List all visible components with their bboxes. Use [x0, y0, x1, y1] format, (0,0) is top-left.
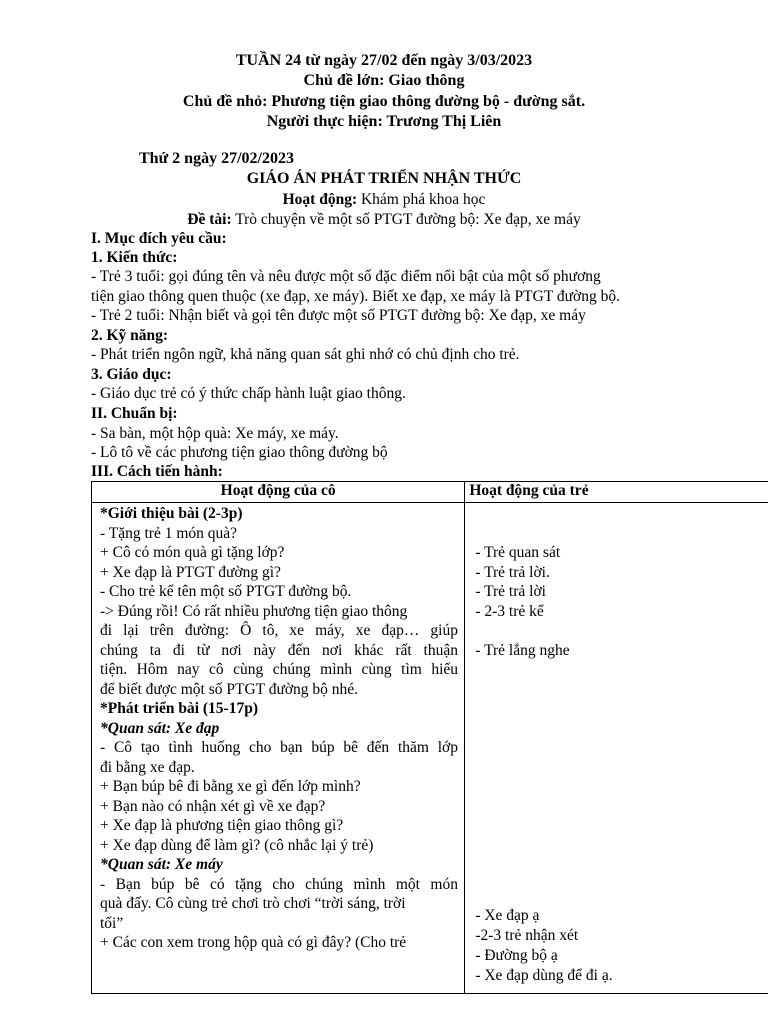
preparation-line-1: - Sa bàn, một hộp quà: Xe máy, xe máy. — [91, 425, 339, 442]
child-activities-cell — [465, 503, 768, 994]
table-header-teacher-label: Hoạt động của cô — [220, 482, 336, 499]
teacher-line: - Cho trẻ kể tên một số PTGT đường bộ. — [100, 583, 352, 600]
teacher-line: + Xe đạp dùng để làm gì? (cô nhắc lại ý trẻ) — [100, 837, 374, 854]
teacher-line: tiện. Hôm nay cô cùng chúng mình cùng tìm hiểu — [100, 661, 458, 678]
teacher-line: + Bạn nào có nhận xét gì về xe đạp? — [100, 798, 326, 815]
preparation-line-2: - Lô tô về các phương tiện giao thông đường bộ — [91, 444, 388, 461]
topic-label: Đề tài: — [187, 211, 232, 228]
knowledge-line-3: - Trẻ 2 tuổi: Nhận biết và gọi tên được một số PTGT đường bộ: Xe đạp, xe máy — [91, 307, 586, 324]
week-title: TUẦN 24 từ ngày 27/02 đến ngày 3/03/2023 — [235, 52, 533, 69]
activity-label: Hoạt động: — [282, 191, 358, 208]
teacher-line: + Bạn búp bê đi bằng xe gì đến lớp mình? — [100, 778, 361, 795]
teacher-line: để biết được một số PTGT đường bộ nhé. — [100, 681, 359, 698]
teacher-line: + Các con xem trong hộp quà có gì đây? (Cho trẻ — [100, 934, 407, 951]
knowledge-line-2: tiện giao thông quen thuộc (xe đạp, xe máy). Biết xe đạp, xe máy là PTGT đường bộ. — [91, 288, 620, 305]
child-line: - 2-3 trẻ kể — [475, 603, 544, 620]
knowledge-line-1: - Trẻ 3 tuổi: gọi đúng tên và nêu được một số đặc điểm nổi bật của một số phương — [91, 268, 601, 285]
plan-title: GIÁO ÁN PHÁT TRIỂN NHẬN THỨC — [246, 170, 522, 187]
teacher-activities-cell — [92, 503, 465, 994]
main-theme: Chủ đề lớn: Giao thông — [303, 72, 465, 89]
section-procedure: III. Cách tiến hành: — [91, 463, 223, 480]
table-header-teacher — [92, 482, 465, 503]
teacher-line: + Xe đạp là PTGT đường gì? — [100, 564, 281, 581]
table-header-child — [465, 482, 768, 503]
child-line: -2-3 trẻ nhận xét — [475, 927, 579, 944]
section-preparation: II. Chuẩn bị: — [91, 405, 178, 422]
child-line: - Trẻ trả lời. — [475, 564, 550, 581]
table-header-child-label: Hoạt động của trẻ — [469, 482, 589, 499]
child-line: - Trẻ lắng nghe — [475, 642, 570, 659]
child-line: - Trẻ trả lời — [475, 583, 546, 600]
observe-bicycle-heading: *Quan sát: Xe đạp — [100, 720, 220, 737]
topic-value: Trò chuyện về một số PTGT đường bộ: Xe đạp, xe máy — [231, 211, 581, 228]
teacher-line: + Xe đạp là phương tiện giao thông gì? — [100, 817, 344, 834]
teacher-line: - Cô tạo tình huống cho bạn búp bê đến thăm lớp — [100, 739, 458, 756]
author: Người thực hiện: Trương Thị Liên — [266, 113, 502, 130]
child-line: - Đường bộ ạ — [475, 947, 558, 964]
teacher-line: - Tặng trẻ 1 món quà? — [100, 525, 238, 542]
observe-motorbike-heading: *Quan sát: Xe máy — [100, 856, 223, 873]
section-knowledge: 1. Kiến thức: — [91, 249, 178, 266]
activity-value: Khám phá khoa học — [357, 191, 486, 208]
teacher-line: + Cô có món quà gì tặng lớp? — [100, 544, 285, 561]
skills-line: - Phát triển ngôn ngữ, khả năng quan sát ghi nhớ có chủ định cho trẻ. — [91, 346, 520, 363]
teacher-line: đi bằng xe đạp. — [100, 759, 195, 776]
child-line: - Trẻ quan sát — [475, 544, 561, 561]
teacher-line: chúng ta đi từ nơi này đến nơi khác rất thuận — [100, 642, 458, 659]
teacher-line: quà đấy. Cô cùng trẻ chơi trò chơi “trời sáng, trời — [100, 895, 406, 912]
activity-line — [0, 191, 768, 209]
develop-heading: *Phát triển bài (15-17p) — [100, 700, 259, 717]
intro-heading: *Giới thiệu bài (2-3p) — [100, 505, 243, 522]
sub-theme: Chủ đề nhỏ: Phương tiện giao thông đường bộ - đường sắt. — [182, 93, 586, 110]
child-line: - Xe đạp ạ — [475, 907, 540, 924]
section-skills: 2. Kỹ năng: — [91, 327, 169, 344]
teacher-line: đi lại trên đường: Ô tô, xe máy, xe đạp… giúp — [100, 622, 458, 639]
section-education: 3. Giáo dục: — [91, 366, 172, 383]
teacher-line: -> Đúng rồi! Có rất nhiều phương tiện giao thông — [100, 603, 408, 620]
activity-table — [91, 481, 768, 994]
section-purpose: I. Mục đích yêu cầu: — [91, 230, 227, 247]
topic-line — [0, 211, 768, 229]
education-line: - Giáo dục trẻ có ý thức chấp hành luật giao thông. — [91, 385, 406, 402]
teacher-line: tối” — [100, 915, 124, 932]
teacher-line: - Bạn búp bê có tặng cho chúng mình một món — [100, 876, 458, 893]
lesson-date: Thứ 2 ngày 27/02/2023 — [139, 150, 294, 167]
child-line: - Xe đạp dùng để đi ạ. — [475, 967, 613, 984]
